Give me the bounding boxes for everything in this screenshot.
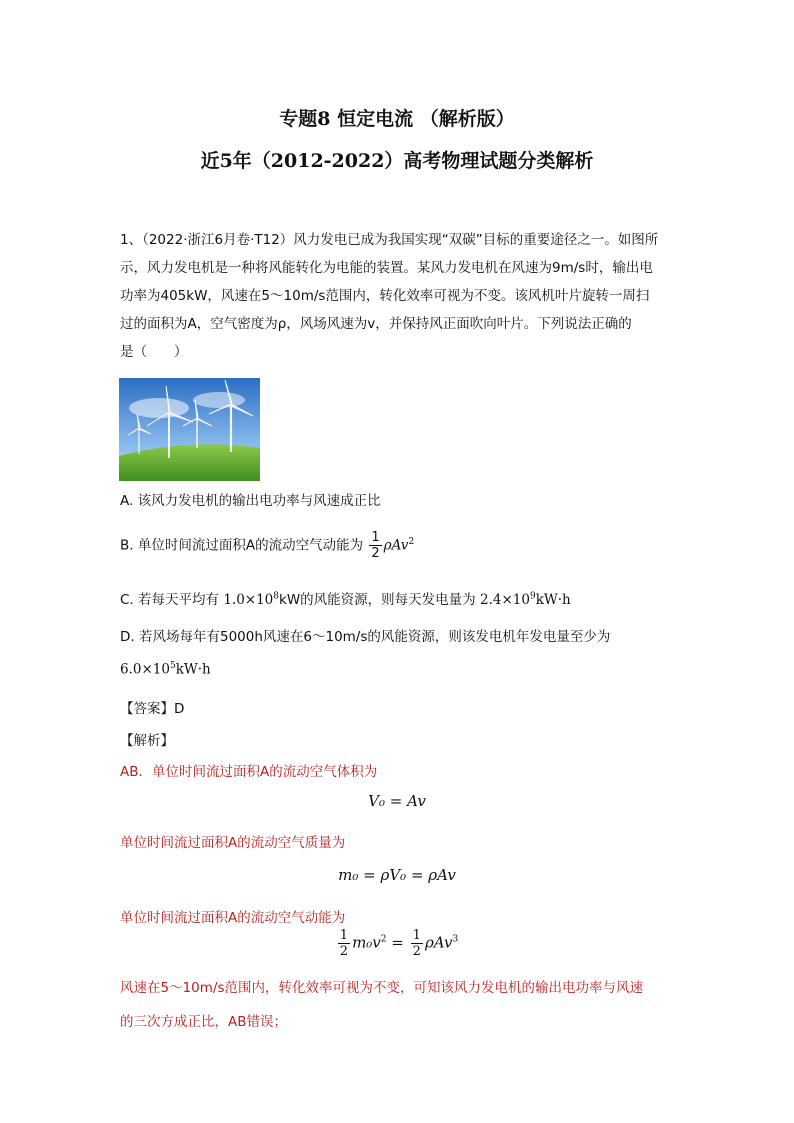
fraction-numerator: 1 — [371, 530, 380, 545]
fraction-numerator: 1 — [339, 928, 349, 943]
exponent: 9 — [529, 591, 536, 602]
fraction-denominator: 2 — [412, 944, 421, 959]
formula-right: ρAv — [424, 933, 453, 952]
analysis-step: 的三次方成正比，AB错误； — [120, 1014, 287, 1030]
fraction-denominator: 2 — [371, 546, 380, 561]
option-d-unit: kW·h — [175, 661, 211, 678]
formula-kinetic-energy — [0, 928, 794, 959]
analysis-step: 单位时间流过面积A的流动空气动能为 — [120, 910, 346, 926]
fraction-denominator: 2 — [339, 944, 349, 959]
question-line: 1、（2022·浙江6月卷·T12）风力发电已成为我国实现“双碳”目标的重要途径之一。如图所 — [120, 232, 659, 248]
analysis-step: AB．单位时间流过面积A的流动空气体积为 — [120, 764, 378, 780]
answer-label: 【答案】D — [120, 701, 185, 717]
fraction — [338, 928, 350, 959]
question-line: 过的面积为A，空气密度为ρ，风场风速为v，并保持风正面吹向叶片。下列说法正确的 — [120, 316, 632, 332]
option-d: D. 若风场每年有5000h风速在6～10m/s的风能资源，则该发电机年发电量至少为 — [120, 629, 611, 645]
formula-text: V₀ = Av — [368, 792, 426, 810]
option-b — [120, 530, 700, 561]
document-subtitle: 近5年（2012-2022）高考物理试题分类解析 — [200, 150, 594, 172]
fraction-numerator: 1 — [412, 928, 421, 943]
option-c-value-2: 2.4×10 — [479, 592, 530, 608]
option-d-number: 6.0×10 — [120, 661, 170, 678]
question-line: 是（ ） — [120, 344, 188, 360]
option-b-expression: ρAv — [383, 537, 409, 554]
exponent: 5 — [169, 661, 176, 671]
option-c-unit: kW·h — [535, 592, 571, 608]
wind-turbine-image — [119, 378, 260, 481]
exponent: 2 — [380, 934, 387, 945]
analysis-step: 风速在5～10m/s范围内，转化效率可视为不变，可知该风力发电机的输出电功率与风速 — [120, 980, 643, 996]
document-title: 专题8 恒定电流 （解析版） — [279, 108, 515, 130]
option-c-text-2: kW的风能资源，则每天发电量为 — [279, 592, 476, 608]
option-c — [120, 588, 700, 608]
question-line: 功率为405kW，风速在5～10m/s范围内，转化效率可视为不变。该风机叶片旋转一周扫 — [120, 288, 650, 304]
analysis-label: 【解析】 — [120, 733, 174, 749]
option-a: A. 该风力发电机的输出电功率与风速成正比 — [120, 493, 381, 509]
exponent: 8 — [273, 591, 280, 602]
option-c-text: C. 若每天平均有 — [120, 592, 220, 608]
option-b-text: B. 单位时间流过面积A的流动空气动能为 — [120, 537, 364, 554]
exponent: 2 — [408, 537, 415, 547]
question-stem — [120, 226, 680, 366]
equals-sign: = — [391, 933, 404, 952]
option-d-value — [120, 661, 700, 678]
option-c-value-1: 1.0×10 — [223, 592, 274, 608]
analysis-step: 单位时间流过面积A的流动空气质量为 — [120, 835, 346, 851]
question-line: 示，风力发电机是一种将风能转化为电能的装置。某风力发电机在风速为9m/s时，输出电 — [120, 260, 653, 276]
formula-volume — [0, 792, 794, 810]
formula-left: m₀v — [352, 933, 381, 952]
fraction — [369, 530, 381, 561]
exponent: 3 — [452, 934, 459, 945]
formula-mass — [0, 866, 794, 884]
fraction — [411, 928, 423, 959]
formula-text: m₀ = ρV₀ = ρAv — [338, 866, 456, 884]
